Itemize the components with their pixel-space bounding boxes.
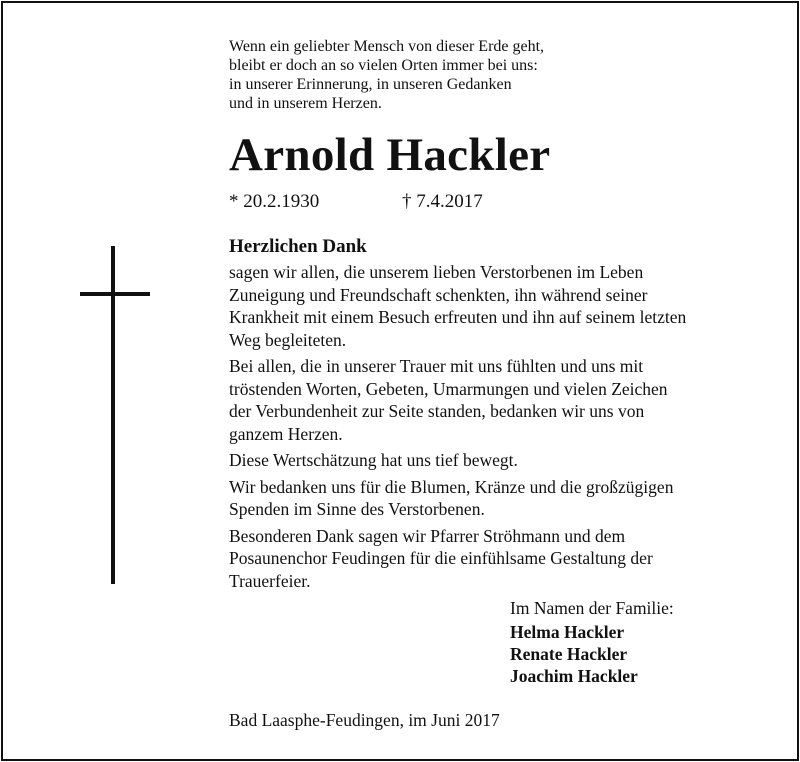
thanks-body	[229, 261, 769, 596]
text-line: Posaunenchor Feudingen für die einfühlsame Gestaltung der	[229, 548, 653, 568]
family-member-name: Renate Hackler	[510, 644, 628, 664]
deceased-name: Arnold Hackler	[229, 129, 551, 181]
text-line: der Verbundenheit zur Seite standen, bedanken wir uns von	[229, 401, 645, 421]
thanks-heading: Herzlichen Dank	[229, 236, 367, 257]
text-line: Trauerfeier.	[229, 570, 311, 591]
thanks-paragraph	[229, 525, 769, 593]
family-member-name: Joachim Hackler	[510, 666, 638, 686]
poem-line: Wenn ein geliebter Mensch von dieser Erde geht,	[229, 38, 545, 55]
family-signatures	[510, 621, 638, 687]
poem-line: in unserer Erinnerung, in unseren Gedanken	[229, 76, 512, 93]
poem-line: und in unserem Herzen.	[229, 95, 382, 112]
poem-line: bleibt er doch an so vielen Orten immer bei uns:	[229, 57, 538, 74]
text-line: Weg begleiteten.	[229, 329, 347, 350]
thanks-paragraph	[229, 355, 769, 445]
text-line: sagen wir allen, die unserem lieben Verstorbenen im Leben	[229, 262, 644, 282]
poem	[229, 37, 589, 113]
text-line: tröstenden Worten, Gebeten, Umarmungen und vielen Zeichen	[229, 378, 668, 399]
text-line: Diese Wertschätzung hat uns tief bewegt.	[229, 450, 518, 470]
thanks-paragraph	[229, 261, 769, 351]
text-line: Zuneigung und Freundschaft schenkten, ihn während seiner	[229, 284, 648, 305]
family-member-name: Helma Hackler	[510, 622, 625, 642]
birth-date: * 20.2.1930	[229, 191, 320, 212]
notice-frame	[1, 1, 799, 761]
death-date: † 7.4.2017	[402, 191, 483, 212]
text-line: Wir bedanken uns für die Blumen, Kränze und die großzügigen	[229, 476, 674, 497]
text-line: ganzem Herzen.	[229, 423, 343, 444]
text-line: Bei allen, die in unserer Trauer mit uns fühlten und uns mit	[229, 356, 644, 376]
thanks-paragraph	[229, 476, 769, 521]
text-line: Besonderen Dank sagen wir Pfarrer Ströhmann und dem	[229, 525, 626, 546]
place-date: Bad Laasphe-Feudingen, im Juni 2017	[229, 710, 500, 730]
text-line: Spenden im Sinne des Verstorbenen.	[229, 499, 485, 519]
text-line: Krankheit mit einem Besuch erfreuten und ihn auf seinem letzten	[229, 307, 687, 327]
cross-horizontal-bar	[80, 292, 150, 296]
cross-vertical-bar	[111, 246, 115, 584]
family-intro: Im Namen der Familie:	[510, 598, 674, 618]
thanks-paragraph	[229, 449, 769, 472]
